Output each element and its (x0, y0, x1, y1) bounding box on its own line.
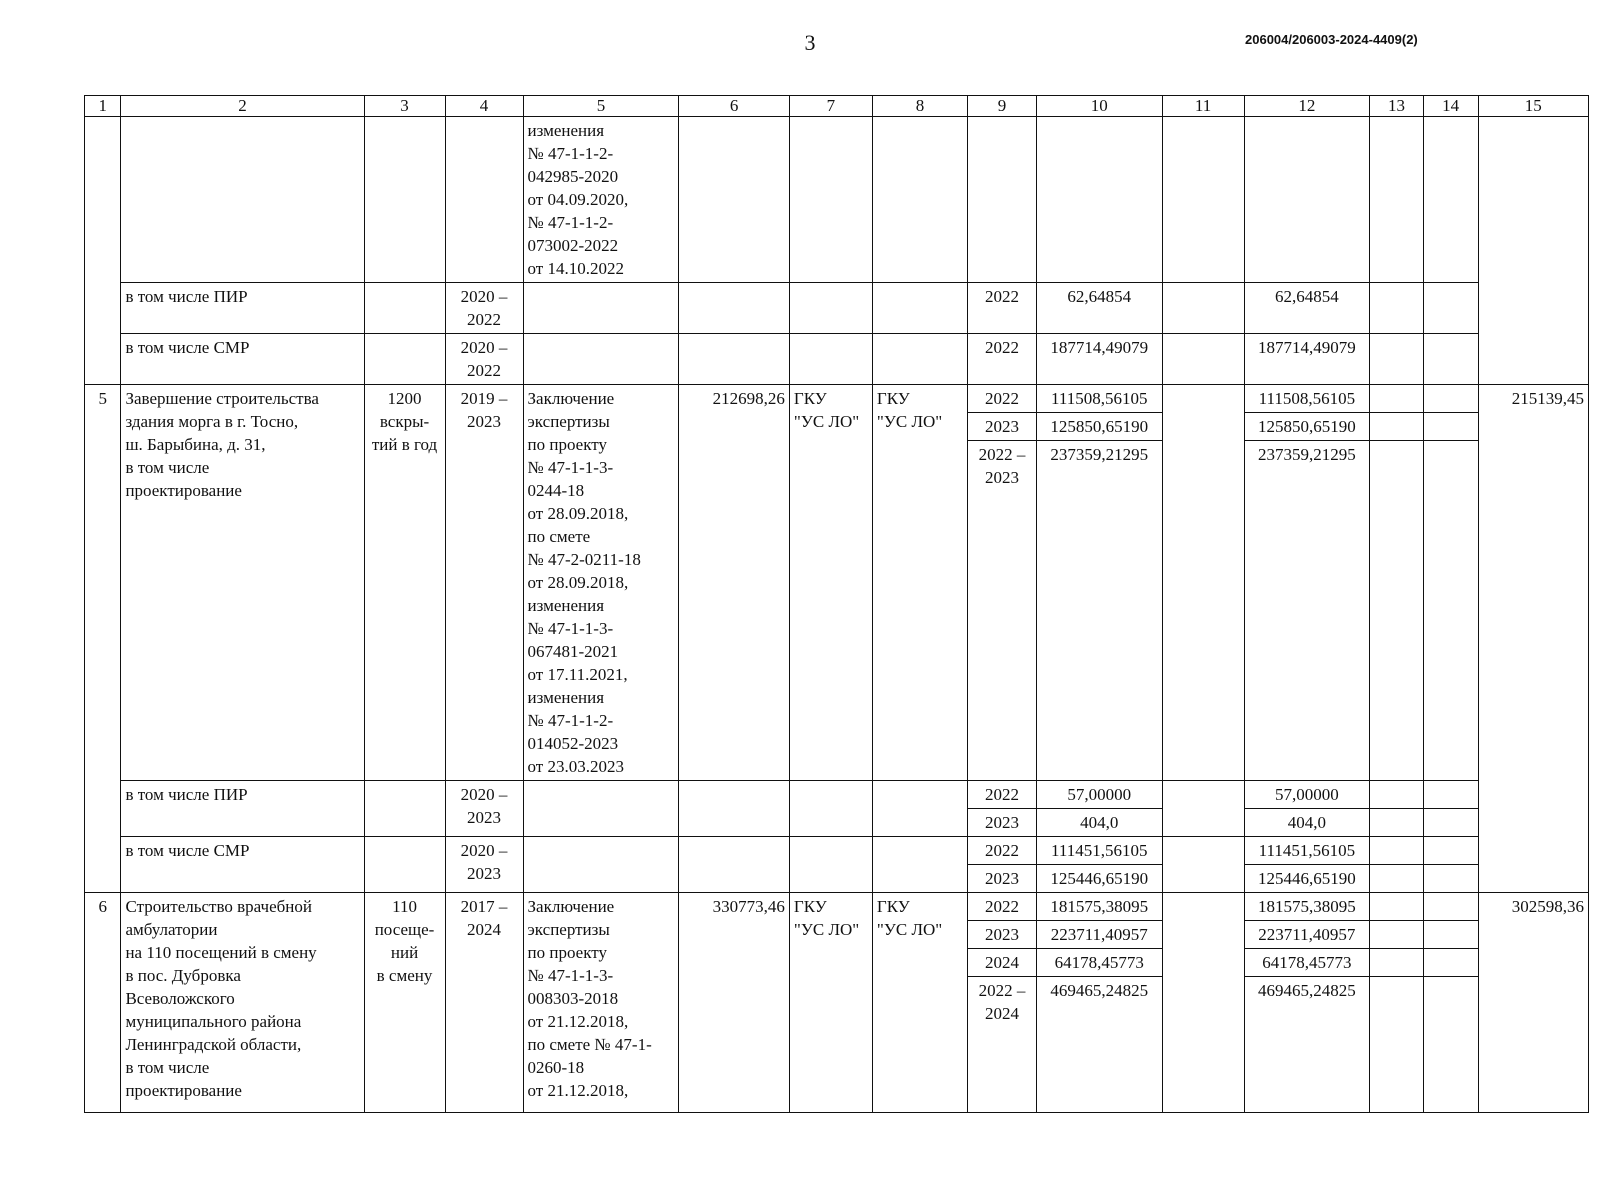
value-cell: 187714,49079 (1244, 334, 1370, 385)
value-cell: 125446,65190 (1244, 865, 1370, 893)
table-row (85, 893, 1589, 921)
row-number-cell (85, 117, 121, 385)
expertise-cell: Заключение экспертизы по проекту № 47-1-1-3- 008303-2018 от 21.12.2018, по смете № 47-1- 0260-18 от 21.12.2018, (523, 893, 679, 1113)
period-cell: 2020 – 2022 (445, 334, 523, 385)
column-header: 7 (789, 96, 872, 117)
column-header: 1 (85, 96, 121, 117)
column-header: 10 (1036, 96, 1162, 117)
total-cell: 215139,45 (1478, 385, 1588, 893)
value-cell: 64178,45773 (1036, 949, 1162, 977)
table-row (85, 334, 1589, 385)
column-header: 13 (1370, 96, 1424, 117)
value-cell: 57,00000 (1036, 781, 1162, 809)
object-name-cell: Строительство врачебной амбулатории на 110 посещений в смену в пос. Дубровка Всеволожского муниципального района Ленинградской области, в том числе проектирование (121, 893, 364, 1113)
document-code: 206004/206003-2024-4409(2) (1245, 32, 1418, 47)
year-cell: 2022 (968, 837, 1037, 865)
value-cell: 62,64854 (1036, 283, 1162, 334)
value-cell: 111508,56105 (1244, 385, 1370, 413)
year-cell: 2023 (968, 921, 1037, 949)
capacity-cell: 1200 вскры- тий в год (364, 385, 445, 781)
year-cell: 2023 (968, 809, 1037, 837)
year-cell: 2023 (968, 865, 1037, 893)
value-cell: 125850,65190 (1244, 413, 1370, 441)
value-cell: 237359,21295 (1244, 441, 1370, 781)
value-cell: 404,0 (1036, 809, 1162, 837)
table-row (85, 385, 1589, 413)
expertise-cell: изменения № 47-1-1-2- 042985-2020 от 04.09.2020, № 47-1-1-2- 073002-2022 от 14.10.2022 (523, 117, 679, 283)
table-row (85, 837, 1589, 865)
object-name-cell: Завершение строительства здания морга в г. Тосно, ш. Барыбина, д. 31, в том числе проектирование (121, 385, 364, 781)
developer-cell: ГКУ "УС ЛО" (872, 893, 967, 1113)
value-cell: 469465,24825 (1244, 977, 1370, 1113)
value-cell: 181575,38095 (1036, 893, 1162, 921)
period-cell: 2020 – 2022 (445, 283, 523, 334)
value-cell: 57,00000 (1244, 781, 1370, 809)
value-cell: 64178,45773 (1244, 949, 1370, 977)
capacity-cell: 110 посеще- ний в смену (364, 893, 445, 1113)
subitem-label: в том числе СМР (121, 334, 364, 385)
column-header: 12 (1244, 96, 1370, 117)
column-header: 3 (364, 96, 445, 117)
column-header: 2 (121, 96, 364, 117)
year-cell: 2022 – 2024 (968, 977, 1037, 1113)
table-row (85, 117, 1589, 283)
subitem-label: в том числе ПИР (121, 283, 364, 334)
column-header: 9 (968, 96, 1037, 117)
total-cell: 302598,36 (1478, 893, 1588, 1113)
year-cell: 2024 (968, 949, 1037, 977)
year-cell: 2022 (968, 385, 1037, 413)
column-header: 15 (1478, 96, 1588, 117)
column-header: 4 (445, 96, 523, 117)
page-number: 3 (804, 30, 816, 55)
value-cell: 181575,38095 (1244, 893, 1370, 921)
year-cell: 2022 – 2023 (968, 441, 1037, 781)
subitem-label: в том числе ПИР (121, 781, 364, 837)
period-cell: 2017 – 2024 (445, 893, 523, 1113)
column-header: 8 (872, 96, 967, 117)
value-cell: 223711,40957 (1036, 921, 1162, 949)
year-cell: 2023 (968, 413, 1037, 441)
year-cell: 2022 (968, 283, 1037, 334)
value-cell: 187714,49079 (1036, 334, 1162, 385)
value-cell: 125850,65190 (1036, 413, 1162, 441)
column-header: 11 (1162, 96, 1244, 117)
value-cell: 111451,56105 (1244, 837, 1370, 865)
developer-cell: ГКУ "УС ЛО" (872, 385, 967, 781)
value-cell: 111508,56105 (1036, 385, 1162, 413)
table-row (85, 781, 1589, 809)
value-cell: 62,64854 (1244, 283, 1370, 334)
value-cell: 223711,40957 (1244, 921, 1370, 949)
period-cell: 2019 – 2023 (445, 385, 523, 781)
table-row (85, 283, 1589, 334)
subitem-label: в том числе СМР (121, 837, 364, 893)
cost-cell: 330773,46 (679, 893, 789, 1113)
value-cell: 469465,24825 (1036, 977, 1162, 1113)
column-header: 6 (679, 96, 789, 117)
row-number-cell: 6 (85, 893, 121, 1113)
period-cell: 2020 – 2023 (445, 781, 523, 837)
cost-cell: 212698,26 (679, 385, 789, 781)
row-number-cell: 5 (85, 385, 121, 893)
period-cell: 2020 – 2023 (445, 837, 523, 893)
header-row (85, 96, 1589, 117)
value-cell: 125446,65190 (1036, 865, 1162, 893)
value-cell: 237359,21295 (1036, 441, 1162, 781)
value-cell: 404,0 (1244, 809, 1370, 837)
year-cell: 2022 (968, 893, 1037, 921)
column-header: 5 (523, 96, 679, 117)
expertise-cell: Заключение экспертизы по проекту № 47-1-1-3- 0244-18 от 28.09.2018, по смете № 47-2-0211-18 от 28.09.2018, изменения № 47-1-1-3- 067481-2021 от 17.11.2021, изменения № 47-1-1-2- 014052-2023 от 23.03.2023 (523, 385, 679, 781)
value-cell: 111451,56105 (1036, 837, 1162, 865)
customer-cell: ГКУ "УС ЛО" (789, 385, 872, 781)
year-cell: 2022 (968, 781, 1037, 809)
column-header: 14 (1423, 96, 1478, 117)
year-cell: 2022 (968, 334, 1037, 385)
customer-cell: ГКУ "УС ЛО" (789, 893, 872, 1113)
investment-table (84, 95, 1589, 1113)
